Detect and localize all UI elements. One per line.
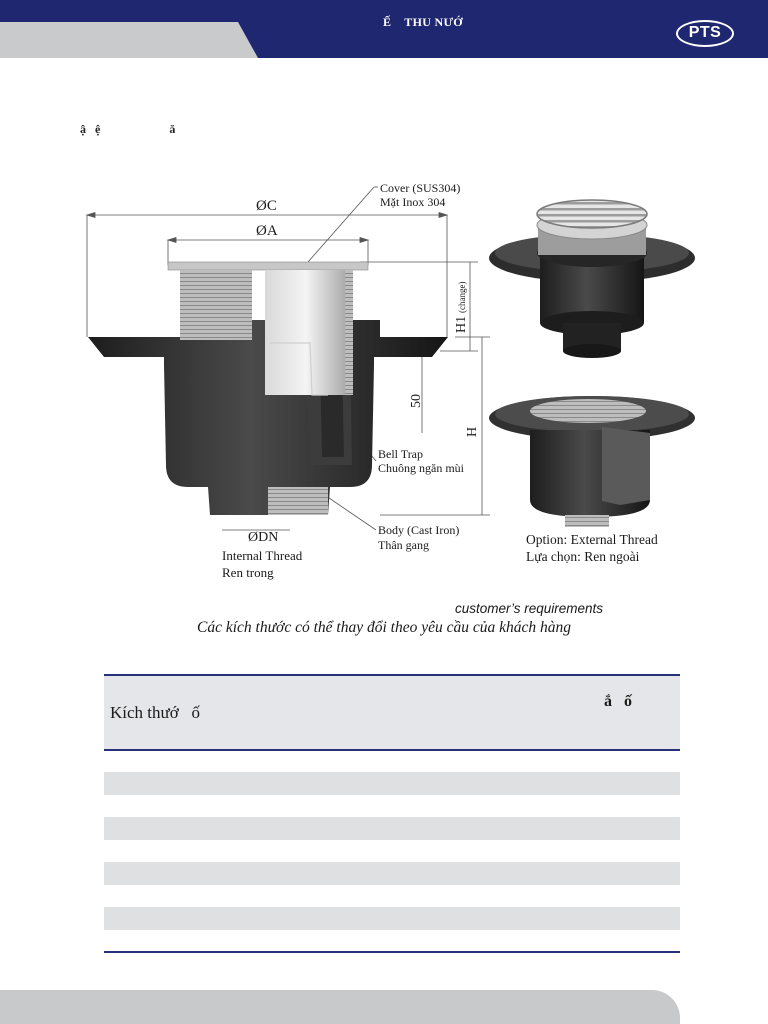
table-row <box>104 907 680 930</box>
bell-en-label: Bell Trap <box>378 447 424 461</box>
h1-note-label: (change) <box>457 281 467 313</box>
dim-c-label: ØC <box>256 198 277 214</box>
logo-text: PTS <box>688 24 722 41</box>
h-label: H <box>465 426 480 437</box>
table-header <box>104 676 680 749</box>
floor-drain-diagram <box>60 165 710 595</box>
pts-logo <box>676 20 734 47</box>
section-heading: ậ ệ ă <box>80 122 176 136</box>
table-row <box>104 795 680 818</box>
dim-a-label: ØA <box>256 223 278 239</box>
option-vi-label: Lựa chọn: Ren ngoài <box>526 549 640 564</box>
bell-vi-label: Chuông ngăn mùi <box>378 461 464 475</box>
h1-label: H1 <box>454 315 469 333</box>
footer <box>0 990 768 1024</box>
dn-label: ØDN <box>248 530 279 545</box>
spec-table <box>104 674 680 953</box>
table-row <box>104 884 680 907</box>
footer-bar <box>0 990 680 1024</box>
table-row <box>104 817 680 840</box>
header-bar <box>0 0 768 58</box>
header-size: Kích thướ ố <box>110 703 200 722</box>
drain-render-external-thread <box>489 396 695 527</box>
cover-vi-label: Mặt Inox 304 <box>380 195 446 209</box>
table-row <box>104 840 680 863</box>
drain-render-grate <box>489 200 695 358</box>
fifty-label: 50 <box>409 394 424 408</box>
note-vietnamese: Các kích thước có thể thay đổi theo yêu cầu của khách hàng <box>197 619 571 636</box>
table-row <box>104 772 680 795</box>
option-en-label: Option: External Thread <box>526 532 658 547</box>
table-row <box>104 750 680 773</box>
page-title: Ế THU NƯỚ <box>383 15 463 29</box>
internal-vi-label: Ren trong <box>222 565 274 580</box>
table-bottom-rule <box>104 951 680 953</box>
cover-en-label: Cover (SUS304) <box>380 181 461 195</box>
table-row <box>104 862 680 885</box>
note-english: customer’s requirements <box>454 601 603 616</box>
internal-en-label: Internal Thread <box>222 548 303 563</box>
body-en-label: Body (Cast Iron) <box>378 523 460 537</box>
body-vi-label: Thân gang <box>378 538 429 552</box>
header-tab <box>0 22 258 58</box>
header-install: ắ ố <box>604 693 632 710</box>
